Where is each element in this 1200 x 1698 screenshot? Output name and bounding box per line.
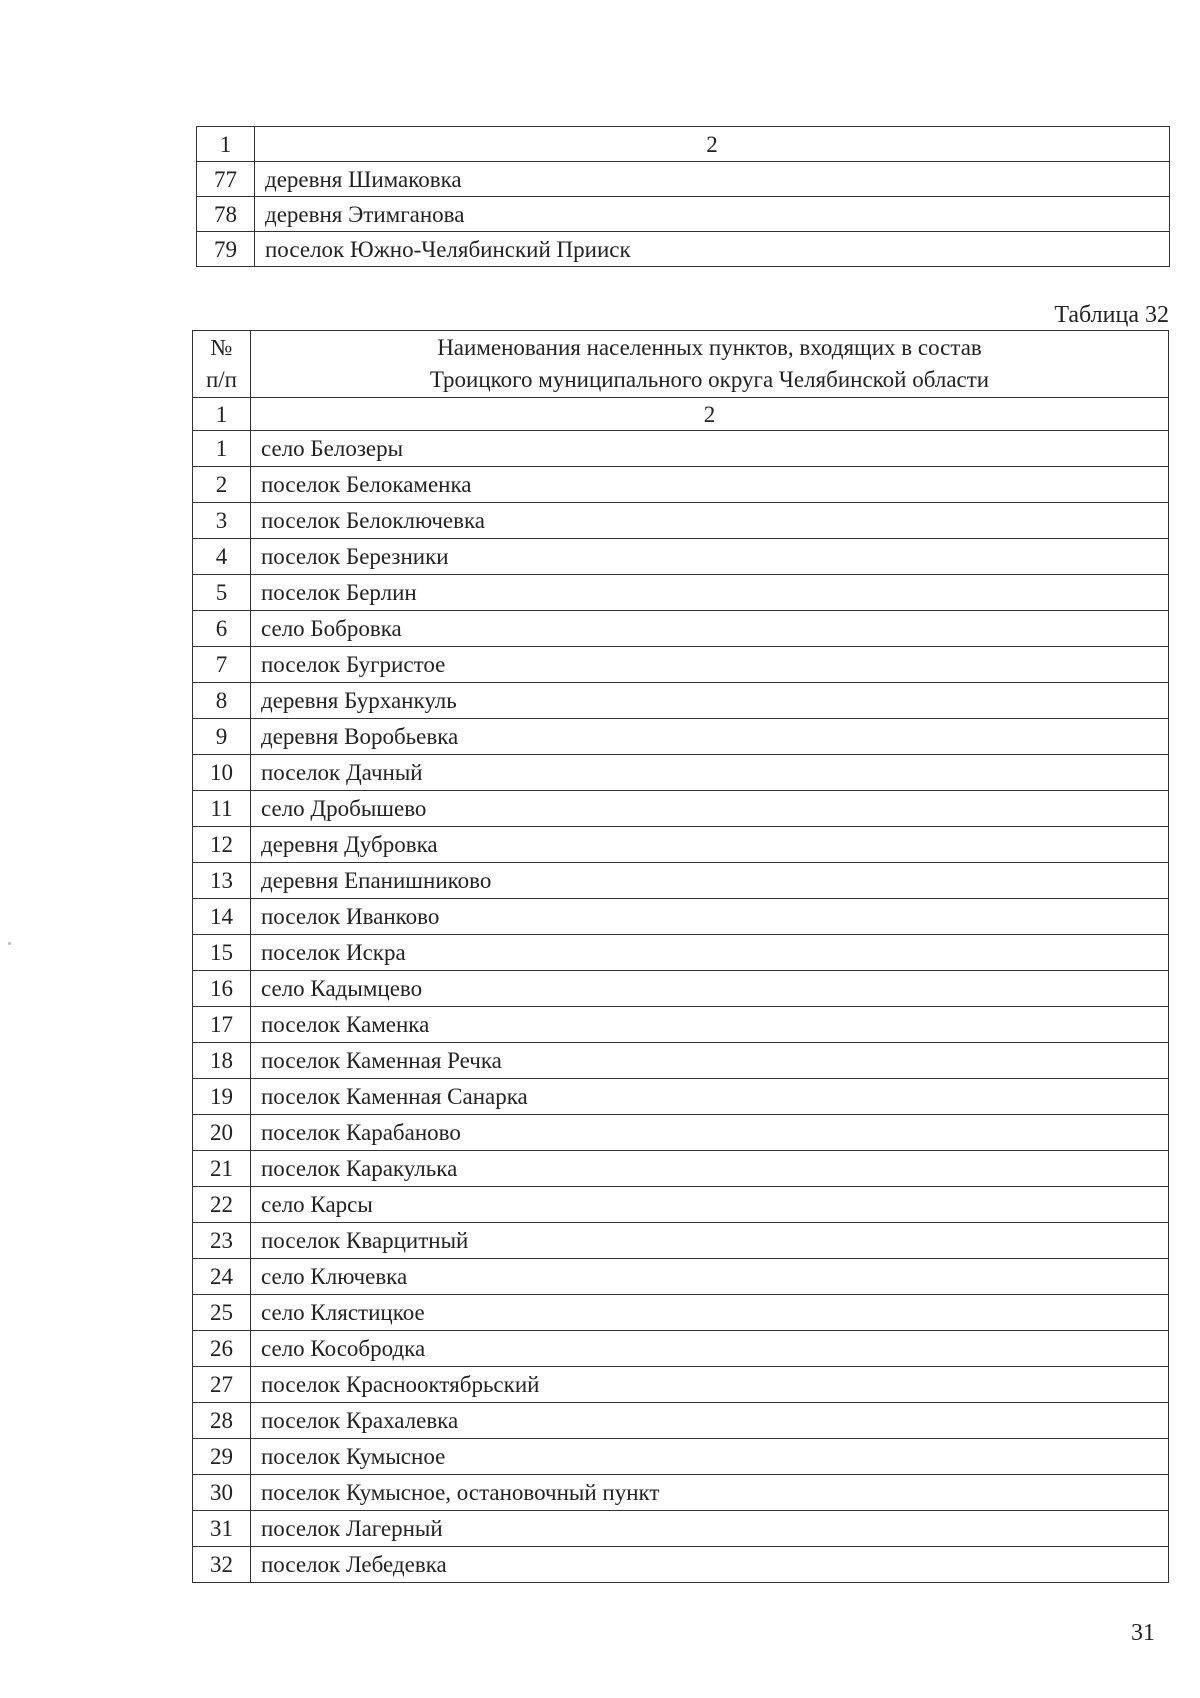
row-number: 77 <box>197 162 255 197</box>
settlement-name: поселок Кумысное, остановочный пункт <box>251 1475 1169 1511</box>
settlement-name: поселок Белоключевка <box>251 503 1169 539</box>
table-row <box>193 611 1169 647</box>
settlement-name: поселок Краснооктябрьский <box>251 1367 1169 1403</box>
settlement-name: село Клястицкое <box>251 1295 1169 1331</box>
settlement-name: поселок Искра <box>251 935 1169 971</box>
row-number: 4 <box>193 539 251 575</box>
table-row <box>193 647 1169 683</box>
row-number: 6 <box>193 611 251 647</box>
settlement-name: село Бобровка <box>251 611 1169 647</box>
row-number: 18 <box>193 1043 251 1079</box>
table-row <box>193 575 1169 611</box>
settlement-name: деревня Бурханкуль <box>251 683 1169 719</box>
settlement-name: деревня Этимганова <box>255 197 1170 232</box>
table-row <box>197 232 1170 267</box>
settlement-name: поселок Дачный <box>251 755 1169 791</box>
row-number: 20 <box>193 1115 251 1151</box>
settlement-name: деревня Воробьевка <box>251 719 1169 755</box>
row-number: 14 <box>193 899 251 935</box>
row-number: 32 <box>193 1547 251 1583</box>
settlement-name: село Ключевка <box>251 1259 1169 1295</box>
row-number: 24 <box>193 1259 251 1295</box>
page-number: 31 <box>1131 1620 1155 1646</box>
column-number-row <box>197 127 1170 162</box>
row-number: 16 <box>193 971 251 1007</box>
table-row <box>193 1331 1169 1367</box>
row-number: 2 <box>193 467 251 503</box>
table-row <box>193 1439 1169 1475</box>
table-row <box>193 1115 1169 1151</box>
table-row <box>193 1043 1169 1079</box>
settlements-table-32 <box>192 330 1169 1583</box>
settlement-name: поселок Иванково <box>251 899 1169 935</box>
settlement-name: поселок Каракулька <box>251 1151 1169 1187</box>
settlement-name: поселок Берлин <box>251 575 1169 611</box>
table-row <box>193 467 1169 503</box>
continued-settlements-table <box>196 126 1170 267</box>
scan-speck <box>8 942 11 945</box>
column-number-2: 2 <box>251 398 1169 431</box>
header-number-cell <box>193 331 251 398</box>
settlement-name: поселок Южно-Челябинский Прииск <box>255 232 1170 267</box>
row-number: 7 <box>193 647 251 683</box>
table-row <box>193 899 1169 935</box>
table-row <box>193 1295 1169 1331</box>
header-name-line-1: Наименования населенных пунктов, входящих в состав <box>437 335 982 360</box>
settlement-name: село Кадымцево <box>251 971 1169 1007</box>
settlement-name: поселок Карабаново <box>251 1115 1169 1151</box>
table-row <box>193 755 1169 791</box>
header-name-cell <box>251 331 1169 398</box>
header-name-line-2: Троицкого муниципального округа Челябинской области <box>429 367 990 392</box>
row-number: 79 <box>197 232 255 267</box>
table-row <box>193 539 1169 575</box>
row-number: 25 <box>193 1295 251 1331</box>
settlement-name: село Дробышево <box>251 791 1169 827</box>
row-number: 1 <box>193 431 251 467</box>
table-row <box>197 162 1170 197</box>
row-number: 8 <box>193 683 251 719</box>
table-row <box>193 1403 1169 1439</box>
table-row <box>193 1223 1169 1259</box>
column-number-1: 1 <box>193 398 251 431</box>
table-row <box>193 1547 1169 1583</box>
row-number: 30 <box>193 1475 251 1511</box>
row-number: 23 <box>193 1223 251 1259</box>
column-number-row <box>193 398 1169 431</box>
row-number: 11 <box>193 791 251 827</box>
row-number: 13 <box>193 863 251 899</box>
row-number: 31 <box>193 1511 251 1547</box>
row-number: 29 <box>193 1439 251 1475</box>
settlement-name: поселок Лагерный <box>251 1511 1169 1547</box>
settlement-name: поселок Лебедевка <box>251 1547 1169 1583</box>
settlement-name: село Карсы <box>251 1187 1169 1223</box>
settlement-name: поселок Бугристое <box>251 647 1169 683</box>
settlement-name: поселок Каменка <box>251 1007 1169 1043</box>
table-row <box>197 197 1170 232</box>
row-number: 19 <box>193 1079 251 1115</box>
table-row <box>193 791 1169 827</box>
row-number: 17 <box>193 1007 251 1043</box>
header-number-symbol: № <box>210 335 233 360</box>
row-number: 26 <box>193 1331 251 1367</box>
settlement-name: поселок Каменная Санарка <box>251 1079 1169 1115</box>
table-row <box>193 1151 1169 1187</box>
settlement-name: деревня Шимаковка <box>255 162 1170 197</box>
table-row <box>193 1367 1169 1403</box>
table-row <box>193 431 1169 467</box>
table-row <box>193 935 1169 971</box>
row-number: 15 <box>193 935 251 971</box>
table-row <box>193 1187 1169 1223</box>
table-row <box>193 971 1169 1007</box>
row-number: 5 <box>193 575 251 611</box>
table-row <box>193 1475 1169 1511</box>
settlement-name: село Белозеры <box>251 431 1169 467</box>
settlement-name: поселок Кумысное <box>251 1439 1169 1475</box>
row-number: 21 <box>193 1151 251 1187</box>
row-number: 27 <box>193 1367 251 1403</box>
settlement-name: поселок Березники <box>251 539 1169 575</box>
table-row <box>193 827 1169 863</box>
header-number-abbrev: п/п <box>205 367 237 392</box>
row-number: 12 <box>193 827 251 863</box>
table-row <box>193 683 1169 719</box>
row-number: 10 <box>193 755 251 791</box>
settlement-name: поселок Каменная Речка <box>251 1043 1169 1079</box>
table-row <box>193 1079 1169 1115</box>
row-number: 78 <box>197 197 255 232</box>
settlement-name: деревня Епанишниково <box>251 863 1169 899</box>
settlement-name: поселок Белокаменка <box>251 467 1169 503</box>
table-row <box>193 1259 1169 1295</box>
table-row <box>193 863 1169 899</box>
row-number: 28 <box>193 1403 251 1439</box>
table-row <box>193 719 1169 755</box>
row-number: 9 <box>193 719 251 755</box>
table-row <box>193 1007 1169 1043</box>
table-row <box>193 1511 1169 1547</box>
row-number: 3 <box>193 503 251 539</box>
settlement-name: поселок Крахалевка <box>251 1403 1169 1439</box>
table-row <box>193 503 1169 539</box>
settlement-name: село Кособродка <box>251 1331 1169 1367</box>
settlement-name: деревня Дубровка <box>251 827 1169 863</box>
table-caption: Таблица 32 <box>1054 302 1169 328</box>
settlement-name: поселок Кварцитный <box>251 1223 1169 1259</box>
row-number: 22 <box>193 1187 251 1223</box>
column-number-2: 2 <box>255 127 1170 162</box>
column-number-1: 1 <box>197 127 255 162</box>
table-header-row <box>193 331 1169 398</box>
